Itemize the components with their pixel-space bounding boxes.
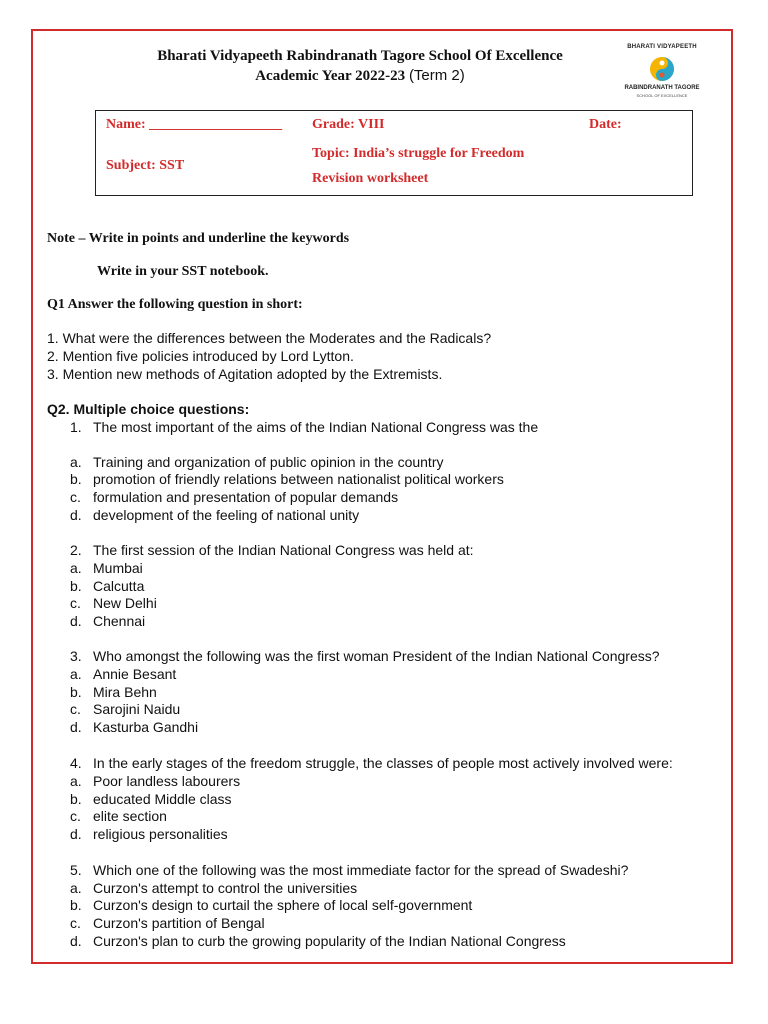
q1-item: 2. Mention five policies introduced by Lord Lytton. xyxy=(47,348,354,364)
question-text: Who amongst the following was the first woman President of the Indian National Congress? xyxy=(93,648,660,664)
q1-heading: Q1 Answer the following question in short: xyxy=(47,297,303,312)
option-label: d. xyxy=(70,507,82,523)
option-text: Curzon's design to curtail the sphere of local self-government xyxy=(93,897,473,913)
option-label: c. xyxy=(70,915,81,931)
option-text: Mira Behn xyxy=(93,684,157,700)
option-text: educated Middle class xyxy=(93,791,232,807)
option-label: a. xyxy=(70,454,82,470)
school-title: Bharati Vidyapeeth Rabindranath Tagore School Of Excellence xyxy=(157,48,563,64)
question-text: Which one of the following was the most immediate factor for the spread of Swadeshi? xyxy=(93,862,629,878)
logo-emblem-icon xyxy=(648,53,676,83)
option-label: b. xyxy=(70,791,82,807)
q1-item: 1. What were the differences between the Moderates and the Radicals? xyxy=(47,330,492,346)
option-text: Sarojini Naidu xyxy=(93,701,181,717)
option-text: Curzon's partition of Bengal xyxy=(93,915,265,931)
option-text: Calcutta xyxy=(93,578,145,594)
question-number: 5. xyxy=(70,862,82,878)
option-text: development of the feeling of national unity xyxy=(93,507,360,523)
option-label: d. xyxy=(70,933,82,949)
option-label: b. xyxy=(70,578,82,594)
option-text: Mumbai xyxy=(93,560,143,576)
option-label: a. xyxy=(70,666,82,682)
question-text: The most important of the aims of the Indian National Congress was the xyxy=(93,419,539,435)
logo-top-text: BHARATI VIDYAPEETH xyxy=(627,44,697,50)
subject-field: Subject: SST xyxy=(106,158,185,173)
option-label: c. xyxy=(70,701,81,717)
option-label: d. xyxy=(70,613,82,629)
option-label: b. xyxy=(70,684,82,700)
question-number: 4. xyxy=(70,755,82,771)
option-text: New Delhi xyxy=(93,595,157,611)
grade-field: Grade: VIII xyxy=(312,117,385,132)
option-label: c. xyxy=(70,595,81,611)
term-label: (Term 2) xyxy=(408,67,465,84)
option-label: d. xyxy=(70,719,82,735)
option-text: Annie Besant xyxy=(93,666,177,682)
question-number: 1. xyxy=(70,419,82,435)
logo-name-text: RABINDRANATH TAGORE xyxy=(624,85,700,91)
question-number: 2. xyxy=(70,542,82,558)
school-logo xyxy=(617,44,707,104)
option-text: formulation and presentation of popular demands xyxy=(93,489,399,505)
name-field: Name: ___________________ xyxy=(106,117,283,132)
question-text: In the early stages of the freedom struggle, the classes of people most actively involved were: xyxy=(93,755,673,771)
option-text: Kasturba Gandhi xyxy=(93,719,199,735)
option-label: c. xyxy=(70,489,81,505)
option-label: a. xyxy=(70,773,82,789)
option-text: Training and organization of public opinion in the country xyxy=(93,454,444,470)
option-text: elite section xyxy=(93,808,167,824)
logo-sub-text: SCHOOL OF EXCELLENCE xyxy=(636,93,688,98)
option-text: Chennai xyxy=(93,613,146,629)
q2-heading: Q2. Multiple choice questions: xyxy=(47,401,250,417)
date-field: Date: xyxy=(589,117,622,132)
option-text: Curzon's attempt to control the universities xyxy=(93,880,358,896)
option-text: promotion of friendly relations between nationalist political workers xyxy=(93,471,504,487)
note-line-2: Write in your SST notebook. xyxy=(97,264,269,279)
option-label: c. xyxy=(70,808,81,824)
q1-item: 3. Mention new methods of Agitation adopted by the Extremists. xyxy=(47,366,443,382)
option-text: Curzon's plan to curb the growing popularity of the Indian National Congress xyxy=(93,933,566,949)
question-number: 3. xyxy=(70,648,82,664)
academic-year-line xyxy=(100,67,620,85)
topic-field: Topic: India’s struggle for Freedom xyxy=(312,146,525,161)
option-text: Poor landless labourers xyxy=(93,773,241,789)
academic-year: Academic Year 2022-23 xyxy=(255,68,406,84)
option-label: d. xyxy=(70,826,82,842)
option-label: a. xyxy=(70,880,82,896)
note-line-1: Note – Write in points and underline the keywords xyxy=(47,231,350,246)
option-label: b. xyxy=(70,471,82,487)
question-text: The first session of the Indian National Congress was held at: xyxy=(93,542,474,558)
revision-label: Revision worksheet xyxy=(312,171,429,186)
option-label: a. xyxy=(70,560,82,576)
option-text: religious personalities xyxy=(93,826,228,842)
option-label: b. xyxy=(70,897,82,913)
